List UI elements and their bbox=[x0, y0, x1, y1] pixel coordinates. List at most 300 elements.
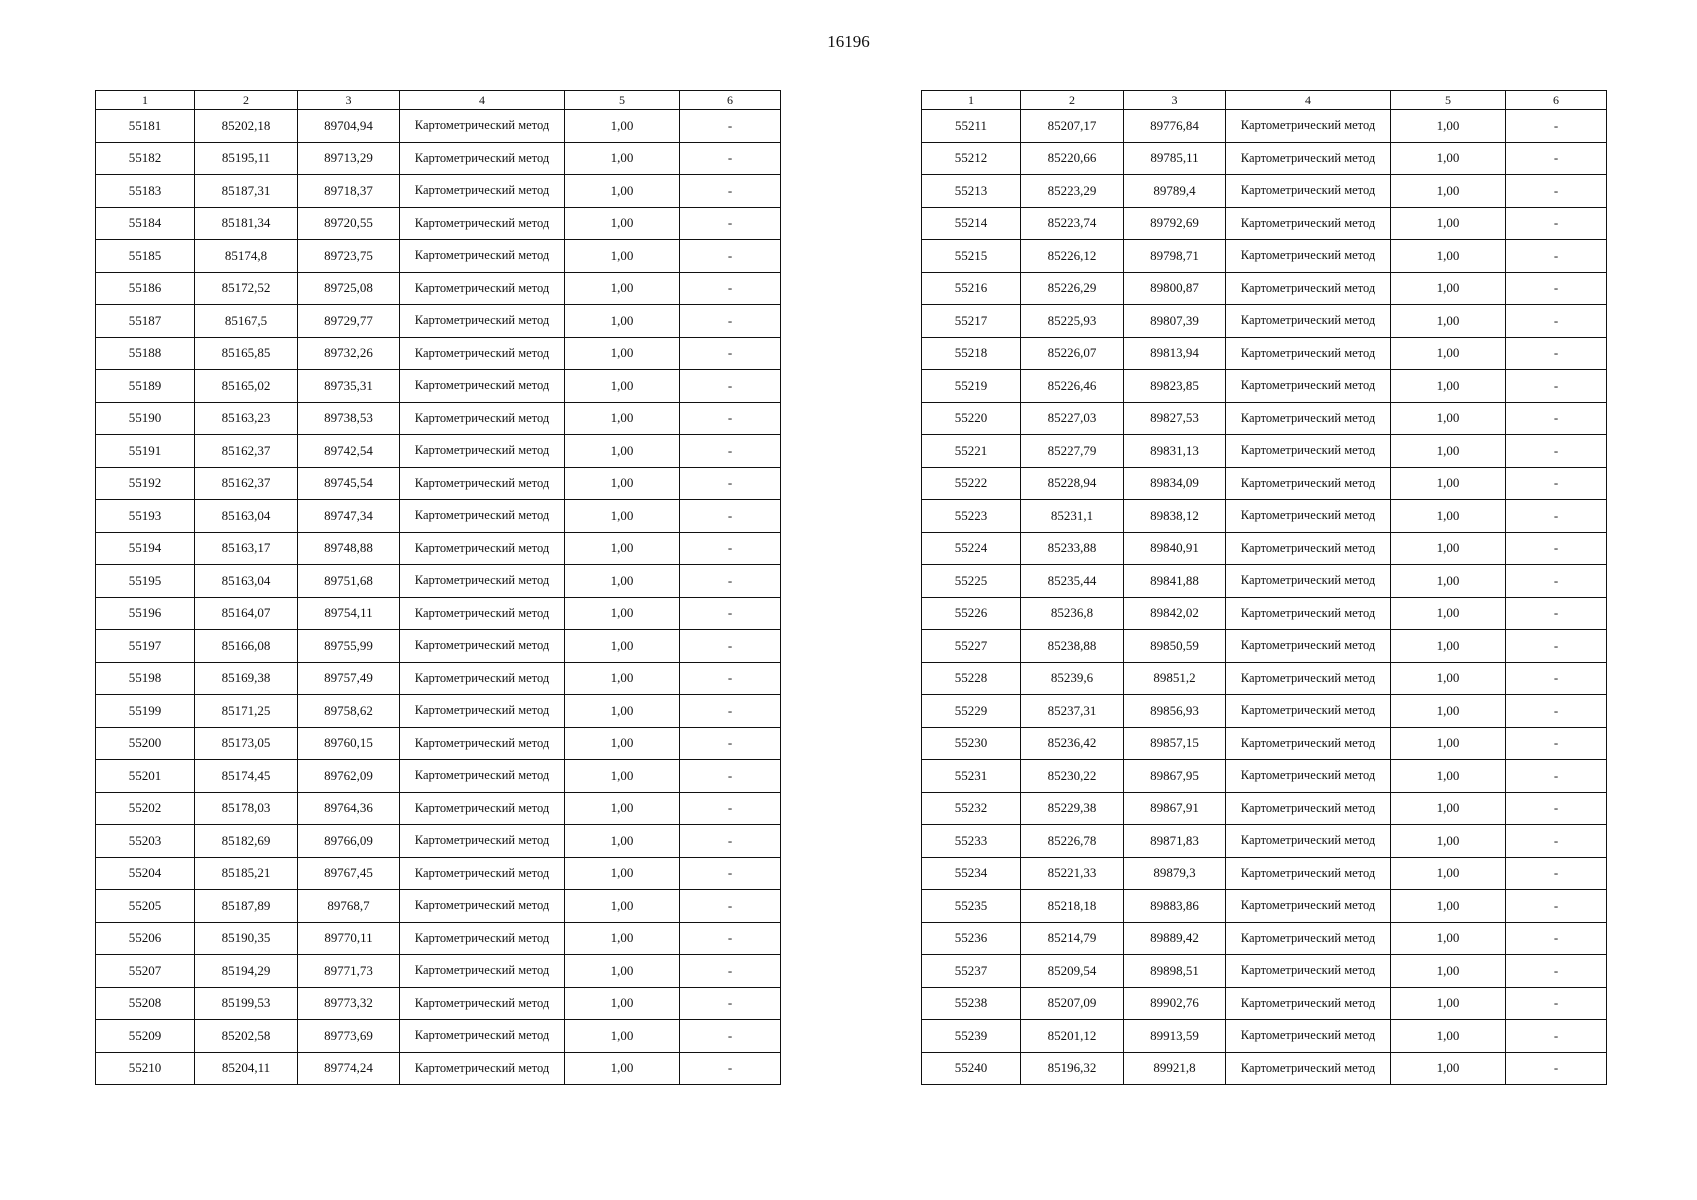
y-coordinate-cell: 89857,15 bbox=[1124, 727, 1226, 760]
x-coordinate-cell: 85196,32 bbox=[1021, 1052, 1124, 1085]
column-header: 2 bbox=[195, 91, 298, 110]
point-number-cell: 55181 bbox=[96, 110, 195, 143]
x-coordinate-cell: 85202,58 bbox=[195, 1020, 298, 1053]
point-number-cell: 55183 bbox=[96, 175, 195, 208]
table-row bbox=[96, 792, 781, 825]
point-number-cell: 55206 bbox=[96, 922, 195, 955]
y-coordinate-cell: 89766,09 bbox=[298, 825, 400, 858]
point-number-cell: 55235 bbox=[922, 890, 1021, 923]
y-coordinate-cell: 89834,09 bbox=[1124, 467, 1226, 500]
description-cell: - bbox=[680, 207, 781, 240]
column-header: 1 bbox=[922, 91, 1021, 110]
point-number-cell: 55215 bbox=[922, 240, 1021, 273]
y-coordinate-cell: 89913,59 bbox=[1124, 1020, 1226, 1053]
x-coordinate-cell: 85237,31 bbox=[1021, 695, 1124, 728]
x-coordinate-cell: 85223,74 bbox=[1021, 207, 1124, 240]
y-coordinate-cell: 89768,7 bbox=[298, 890, 400, 923]
table-row bbox=[96, 955, 781, 988]
y-coordinate-cell: 89840,91 bbox=[1124, 532, 1226, 565]
accuracy-cell: 1,00 bbox=[565, 825, 680, 858]
description-cell: - bbox=[680, 955, 781, 988]
accuracy-cell: 1,00 bbox=[1391, 695, 1506, 728]
point-number-cell: 55231 bbox=[922, 760, 1021, 793]
y-coordinate-cell: 89748,88 bbox=[298, 532, 400, 565]
method-cell: Картометрический метод bbox=[1226, 110, 1391, 143]
method-cell: Картометрический метод bbox=[1226, 565, 1391, 598]
method-cell: Картометрический метод bbox=[400, 922, 565, 955]
accuracy-cell: 1,00 bbox=[565, 890, 680, 923]
description-cell: - bbox=[680, 1052, 781, 1085]
x-coordinate-cell: 85228,94 bbox=[1021, 467, 1124, 500]
table-row bbox=[922, 175, 1607, 208]
method-cell: Картометрический метод bbox=[1226, 1052, 1391, 1085]
table-row bbox=[96, 857, 781, 890]
x-coordinate-cell: 85233,88 bbox=[1021, 532, 1124, 565]
table-row bbox=[96, 402, 781, 435]
y-coordinate-cell: 89758,62 bbox=[298, 695, 400, 728]
x-coordinate-cell: 85229,38 bbox=[1021, 792, 1124, 825]
description-cell: - bbox=[680, 402, 781, 435]
y-coordinate-cell: 89871,83 bbox=[1124, 825, 1226, 858]
accuracy-cell: 1,00 bbox=[565, 565, 680, 598]
table-row bbox=[922, 695, 1607, 728]
x-coordinate-cell: 85185,21 bbox=[195, 857, 298, 890]
method-cell: Картометрический метод bbox=[1226, 1020, 1391, 1053]
table-row bbox=[922, 987, 1607, 1020]
method-cell: Картометрический метод bbox=[1226, 467, 1391, 500]
page-number: 16196 bbox=[827, 32, 870, 51]
table-row bbox=[922, 1020, 1607, 1053]
accuracy-cell: 1,00 bbox=[1391, 792, 1506, 825]
table-row bbox=[96, 695, 781, 728]
description-cell: - bbox=[680, 370, 781, 403]
description-cell: - bbox=[1506, 662, 1607, 695]
table-row bbox=[96, 565, 781, 598]
x-coordinate-cell: 85209,54 bbox=[1021, 955, 1124, 988]
table-row bbox=[922, 857, 1607, 890]
method-cell: Картометрический метод bbox=[400, 825, 565, 858]
y-coordinate-cell: 89755,99 bbox=[298, 630, 400, 663]
method-cell: Картометрический метод bbox=[400, 240, 565, 273]
column-header: 6 bbox=[680, 91, 781, 110]
x-coordinate-cell: 85221,33 bbox=[1021, 857, 1124, 890]
x-coordinate-cell: 85173,05 bbox=[195, 727, 298, 760]
x-coordinate-cell: 85162,37 bbox=[195, 467, 298, 500]
x-coordinate-cell: 85195,11 bbox=[195, 142, 298, 175]
y-coordinate-cell: 89754,11 bbox=[298, 597, 400, 630]
point-number-cell: 55202 bbox=[96, 792, 195, 825]
method-cell: Картометрический метод bbox=[1226, 272, 1391, 305]
y-coordinate-cell: 89738,53 bbox=[298, 402, 400, 435]
table-row bbox=[922, 662, 1607, 695]
table-row bbox=[96, 435, 781, 468]
x-coordinate-cell: 85231,1 bbox=[1021, 500, 1124, 533]
point-number-cell: 55210 bbox=[96, 1052, 195, 1085]
table-row bbox=[922, 467, 1607, 500]
description-cell: - bbox=[680, 760, 781, 793]
column-header: 4 bbox=[400, 91, 565, 110]
description-cell: - bbox=[680, 630, 781, 663]
method-cell: Картометрический метод bbox=[1226, 630, 1391, 663]
accuracy-cell: 1,00 bbox=[1391, 987, 1506, 1020]
x-coordinate-cell: 85163,04 bbox=[195, 565, 298, 598]
description-cell: - bbox=[1506, 857, 1607, 890]
x-coordinate-cell: 85187,31 bbox=[195, 175, 298, 208]
table-row bbox=[922, 922, 1607, 955]
point-number-cell: 55204 bbox=[96, 857, 195, 890]
y-coordinate-cell: 89729,77 bbox=[298, 305, 400, 338]
y-coordinate-cell: 89823,85 bbox=[1124, 370, 1226, 403]
description-cell: - bbox=[680, 1020, 781, 1053]
point-number-cell: 55223 bbox=[922, 500, 1021, 533]
table-row bbox=[922, 565, 1607, 598]
accuracy-cell: 1,00 bbox=[1391, 662, 1506, 695]
description-cell: - bbox=[1506, 110, 1607, 143]
x-coordinate-cell: 85227,79 bbox=[1021, 435, 1124, 468]
method-cell: Картометрический метод bbox=[400, 305, 565, 338]
method-cell: Картометрический метод bbox=[400, 142, 565, 175]
x-coordinate-cell: 85236,8 bbox=[1021, 597, 1124, 630]
column-header: 3 bbox=[1124, 91, 1226, 110]
table-row bbox=[922, 727, 1607, 760]
point-number-cell: 55213 bbox=[922, 175, 1021, 208]
method-cell: Картометрический метод bbox=[1226, 922, 1391, 955]
method-cell: Картометрический метод bbox=[400, 467, 565, 500]
table-row bbox=[922, 825, 1607, 858]
accuracy-cell: 1,00 bbox=[1391, 857, 1506, 890]
description-cell: - bbox=[680, 695, 781, 728]
point-number-cell: 55228 bbox=[922, 662, 1021, 695]
x-coordinate-cell: 85163,23 bbox=[195, 402, 298, 435]
description-cell: - bbox=[1506, 240, 1607, 273]
x-coordinate-cell: 85169,38 bbox=[195, 662, 298, 695]
x-coordinate-cell: 85174,8 bbox=[195, 240, 298, 273]
description-cell: - bbox=[680, 597, 781, 630]
method-cell: Картометрический метод bbox=[1226, 207, 1391, 240]
x-coordinate-cell: 85230,22 bbox=[1021, 760, 1124, 793]
description-cell: - bbox=[680, 532, 781, 565]
point-number-cell: 55190 bbox=[96, 402, 195, 435]
table-row bbox=[922, 760, 1607, 793]
accuracy-cell: 1,00 bbox=[565, 370, 680, 403]
accuracy-cell: 1,00 bbox=[1391, 1052, 1506, 1085]
x-coordinate-cell: 85172,52 bbox=[195, 272, 298, 305]
x-coordinate-cell: 85190,35 bbox=[195, 922, 298, 955]
accuracy-cell: 1,00 bbox=[565, 467, 680, 500]
description-cell: - bbox=[1506, 532, 1607, 565]
method-cell: Картометрический метод bbox=[1226, 857, 1391, 890]
table-row bbox=[96, 825, 781, 858]
y-coordinate-cell: 89838,12 bbox=[1124, 500, 1226, 533]
accuracy-cell: 1,00 bbox=[565, 272, 680, 305]
description-cell: - bbox=[1506, 467, 1607, 500]
description-cell: - bbox=[680, 890, 781, 923]
method-cell: Картометрический метод bbox=[1226, 240, 1391, 273]
description-cell: - bbox=[1506, 630, 1607, 663]
point-number-cell: 55199 bbox=[96, 695, 195, 728]
table-row bbox=[96, 467, 781, 500]
description-cell: - bbox=[1506, 305, 1607, 338]
description-cell: - bbox=[680, 110, 781, 143]
description-cell: - bbox=[1506, 987, 1607, 1020]
method-cell: Картометрический метод bbox=[400, 110, 565, 143]
y-coordinate-cell: 89867,95 bbox=[1124, 760, 1226, 793]
table-row bbox=[922, 402, 1607, 435]
table-row bbox=[922, 337, 1607, 370]
y-coordinate-cell: 89751,68 bbox=[298, 565, 400, 598]
method-cell: Картометрический метод bbox=[400, 955, 565, 988]
point-number-cell: 55182 bbox=[96, 142, 195, 175]
point-number-cell: 55193 bbox=[96, 500, 195, 533]
table-row bbox=[96, 175, 781, 208]
x-coordinate-cell: 85225,93 bbox=[1021, 305, 1124, 338]
table-row bbox=[96, 1020, 781, 1053]
accuracy-cell: 1,00 bbox=[565, 175, 680, 208]
y-coordinate-cell: 89725,08 bbox=[298, 272, 400, 305]
description-cell: - bbox=[1506, 272, 1607, 305]
accuracy-cell: 1,00 bbox=[565, 662, 680, 695]
point-number-cell: 55226 bbox=[922, 597, 1021, 630]
table-header-row bbox=[922, 91, 1607, 110]
table-header-row bbox=[96, 91, 781, 110]
y-coordinate-cell: 89798,71 bbox=[1124, 240, 1226, 273]
point-number-cell: 55218 bbox=[922, 337, 1021, 370]
table-row bbox=[96, 110, 781, 143]
x-coordinate-cell: 85181,34 bbox=[195, 207, 298, 240]
method-cell: Картометрический метод bbox=[1226, 142, 1391, 175]
y-coordinate-cell: 89889,42 bbox=[1124, 922, 1226, 955]
table-row bbox=[96, 727, 781, 760]
method-cell: Картометрический метод bbox=[1226, 792, 1391, 825]
method-cell: Картометрический метод bbox=[1226, 500, 1391, 533]
x-coordinate-cell: 85227,03 bbox=[1021, 402, 1124, 435]
y-coordinate-cell: 89718,37 bbox=[298, 175, 400, 208]
accuracy-cell: 1,00 bbox=[1391, 435, 1506, 468]
x-coordinate-cell: 85165,02 bbox=[195, 370, 298, 403]
x-coordinate-cell: 85167,5 bbox=[195, 305, 298, 338]
description-cell: - bbox=[680, 305, 781, 338]
x-coordinate-cell: 85163,04 bbox=[195, 500, 298, 533]
point-number-cell: 55224 bbox=[922, 532, 1021, 565]
accuracy-cell: 1,00 bbox=[565, 955, 680, 988]
description-cell: - bbox=[680, 922, 781, 955]
accuracy-cell: 1,00 bbox=[1391, 1020, 1506, 1053]
y-coordinate-cell: 89807,39 bbox=[1124, 305, 1226, 338]
y-coordinate-cell: 89760,15 bbox=[298, 727, 400, 760]
accuracy-cell: 1,00 bbox=[565, 240, 680, 273]
y-coordinate-cell: 89720,55 bbox=[298, 207, 400, 240]
x-coordinate-cell: 85162,37 bbox=[195, 435, 298, 468]
table-row bbox=[96, 370, 781, 403]
description-cell: - bbox=[1506, 922, 1607, 955]
table-row bbox=[96, 272, 781, 305]
point-number-cell: 55237 bbox=[922, 955, 1021, 988]
accuracy-cell: 1,00 bbox=[565, 760, 680, 793]
method-cell: Картометрический метод bbox=[1226, 727, 1391, 760]
table-row bbox=[922, 240, 1607, 273]
point-number-cell: 55195 bbox=[96, 565, 195, 598]
accuracy-cell: 1,00 bbox=[1391, 272, 1506, 305]
description-cell: - bbox=[680, 435, 781, 468]
description-cell: - bbox=[680, 175, 781, 208]
method-cell: Картометрический метод bbox=[400, 792, 565, 825]
table-row bbox=[922, 142, 1607, 175]
accuracy-cell: 1,00 bbox=[565, 337, 680, 370]
coordinates-table-left bbox=[95, 90, 781, 1085]
accuracy-cell: 1,00 bbox=[565, 500, 680, 533]
accuracy-cell: 1,00 bbox=[565, 435, 680, 468]
x-coordinate-cell: 85223,29 bbox=[1021, 175, 1124, 208]
table-row bbox=[922, 435, 1607, 468]
accuracy-cell: 1,00 bbox=[565, 402, 680, 435]
y-coordinate-cell: 89867,91 bbox=[1124, 792, 1226, 825]
method-cell: Картометрический метод bbox=[1226, 987, 1391, 1020]
accuracy-cell: 1,00 bbox=[565, 110, 680, 143]
description-cell: - bbox=[680, 792, 781, 825]
description-cell: - bbox=[680, 987, 781, 1020]
x-coordinate-cell: 85171,25 bbox=[195, 695, 298, 728]
point-number-cell: 55216 bbox=[922, 272, 1021, 305]
accuracy-cell: 1,00 bbox=[1391, 337, 1506, 370]
point-number-cell: 55191 bbox=[96, 435, 195, 468]
x-coordinate-cell: 85239,6 bbox=[1021, 662, 1124, 695]
point-number-cell: 55217 bbox=[922, 305, 1021, 338]
method-cell: Картометрический метод bbox=[400, 402, 565, 435]
y-coordinate-cell: 89747,34 bbox=[298, 500, 400, 533]
method-cell: Картометрический метод bbox=[1226, 175, 1391, 208]
x-coordinate-cell: 85199,53 bbox=[195, 987, 298, 1020]
method-cell: Картометрический метод bbox=[400, 532, 565, 565]
method-cell: Картометрический метод bbox=[400, 337, 565, 370]
accuracy-cell: 1,00 bbox=[565, 305, 680, 338]
accuracy-cell: 1,00 bbox=[1391, 305, 1506, 338]
table-row bbox=[922, 272, 1607, 305]
accuracy-cell: 1,00 bbox=[1391, 240, 1506, 273]
method-cell: Картометрический метод bbox=[1226, 760, 1391, 793]
point-number-cell: 55212 bbox=[922, 142, 1021, 175]
accuracy-cell: 1,00 bbox=[1391, 597, 1506, 630]
description-cell: - bbox=[1506, 825, 1607, 858]
y-coordinate-cell: 89850,59 bbox=[1124, 630, 1226, 663]
accuracy-cell: 1,00 bbox=[1391, 630, 1506, 663]
point-number-cell: 55184 bbox=[96, 207, 195, 240]
table-row bbox=[96, 630, 781, 663]
y-coordinate-cell: 89764,36 bbox=[298, 792, 400, 825]
point-number-cell: 55240 bbox=[922, 1052, 1021, 1085]
point-number-cell: 55229 bbox=[922, 695, 1021, 728]
accuracy-cell: 1,00 bbox=[1391, 207, 1506, 240]
method-cell: Картометрический метод bbox=[400, 435, 565, 468]
x-coordinate-cell: 85164,07 bbox=[195, 597, 298, 630]
y-coordinate-cell: 89704,94 bbox=[298, 110, 400, 143]
table-row bbox=[922, 597, 1607, 630]
accuracy-cell: 1,00 bbox=[1391, 500, 1506, 533]
description-cell: - bbox=[1506, 792, 1607, 825]
x-coordinate-cell: 85226,29 bbox=[1021, 272, 1124, 305]
y-coordinate-cell: 89789,4 bbox=[1124, 175, 1226, 208]
description-cell: - bbox=[680, 337, 781, 370]
table-row bbox=[96, 500, 781, 533]
y-coordinate-cell: 89774,24 bbox=[298, 1052, 400, 1085]
point-number-cell: 55205 bbox=[96, 890, 195, 923]
description-cell: - bbox=[1506, 370, 1607, 403]
description-cell: - bbox=[680, 467, 781, 500]
description-cell: - bbox=[1506, 695, 1607, 728]
y-coordinate-cell: 89813,94 bbox=[1124, 337, 1226, 370]
y-coordinate-cell: 89745,54 bbox=[298, 467, 400, 500]
table-row bbox=[96, 922, 781, 955]
x-coordinate-cell: 85226,78 bbox=[1021, 825, 1124, 858]
y-coordinate-cell: 89842,02 bbox=[1124, 597, 1226, 630]
method-cell: Картометрический метод bbox=[1226, 402, 1391, 435]
description-cell: - bbox=[1506, 955, 1607, 988]
point-number-cell: 55185 bbox=[96, 240, 195, 273]
point-number-cell: 55236 bbox=[922, 922, 1021, 955]
description-cell: - bbox=[1506, 890, 1607, 923]
point-number-cell: 55196 bbox=[96, 597, 195, 630]
y-coordinate-cell: 89879,3 bbox=[1124, 857, 1226, 890]
description-cell: - bbox=[1506, 1020, 1607, 1053]
table-row bbox=[922, 370, 1607, 403]
table-row bbox=[96, 305, 781, 338]
point-number-cell: 55233 bbox=[922, 825, 1021, 858]
column-header: 2 bbox=[1021, 91, 1124, 110]
table-row bbox=[922, 110, 1607, 143]
accuracy-cell: 1,00 bbox=[565, 1020, 680, 1053]
table-row bbox=[96, 760, 781, 793]
method-cell: Картометрический метод bbox=[400, 565, 565, 598]
method-cell: Картометрический метод bbox=[400, 207, 565, 240]
y-coordinate-cell: 89735,31 bbox=[298, 370, 400, 403]
table-row bbox=[922, 630, 1607, 663]
accuracy-cell: 1,00 bbox=[565, 857, 680, 890]
y-coordinate-cell: 89831,13 bbox=[1124, 435, 1226, 468]
point-number-cell: 55197 bbox=[96, 630, 195, 663]
x-coordinate-cell: 85166,08 bbox=[195, 630, 298, 663]
point-number-cell: 55189 bbox=[96, 370, 195, 403]
table-row bbox=[96, 597, 781, 630]
accuracy-cell: 1,00 bbox=[565, 597, 680, 630]
point-number-cell: 55214 bbox=[922, 207, 1021, 240]
table-row bbox=[922, 532, 1607, 565]
method-cell: Картометрический метод bbox=[1226, 435, 1391, 468]
x-coordinate-cell: 85218,18 bbox=[1021, 890, 1124, 923]
table-row bbox=[96, 142, 781, 175]
method-cell: Картометрический метод bbox=[400, 987, 565, 1020]
y-coordinate-cell: 89767,45 bbox=[298, 857, 400, 890]
x-coordinate-cell: 85178,03 bbox=[195, 792, 298, 825]
table-body bbox=[922, 110, 1607, 1085]
x-coordinate-cell: 85220,66 bbox=[1021, 142, 1124, 175]
description-cell: - bbox=[1506, 142, 1607, 175]
method-cell: Картометрический метод bbox=[1226, 825, 1391, 858]
accuracy-cell: 1,00 bbox=[1391, 760, 1506, 793]
table-row bbox=[96, 662, 781, 695]
x-coordinate-cell: 85194,29 bbox=[195, 955, 298, 988]
x-coordinate-cell: 85204,11 bbox=[195, 1052, 298, 1085]
point-number-cell: 55188 bbox=[96, 337, 195, 370]
x-coordinate-cell: 85165,85 bbox=[195, 337, 298, 370]
x-coordinate-cell: 85214,79 bbox=[1021, 922, 1124, 955]
point-number-cell: 55207 bbox=[96, 955, 195, 988]
x-coordinate-cell: 85163,17 bbox=[195, 532, 298, 565]
point-number-cell: 55239 bbox=[922, 1020, 1021, 1053]
method-cell: Картометрический метод bbox=[1226, 890, 1391, 923]
y-coordinate-cell: 89785,11 bbox=[1124, 142, 1226, 175]
y-coordinate-cell: 89898,51 bbox=[1124, 955, 1226, 988]
table-row bbox=[96, 890, 781, 923]
point-number-cell: 55234 bbox=[922, 857, 1021, 890]
